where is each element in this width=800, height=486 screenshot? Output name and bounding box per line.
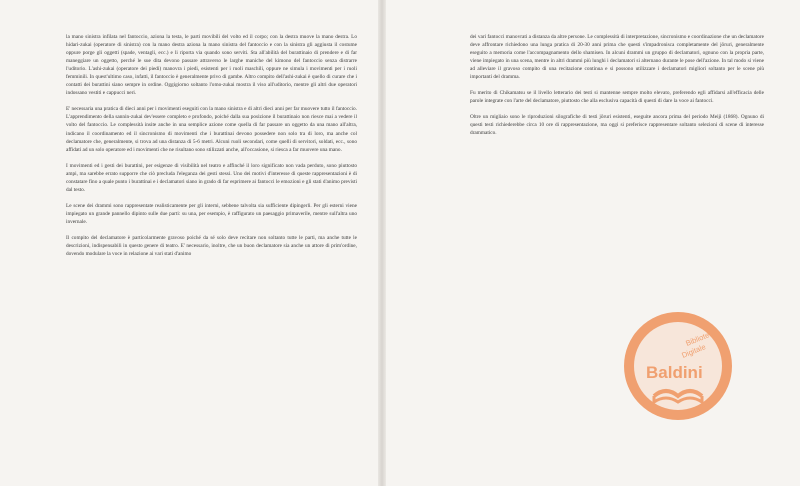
right-paragraph-3: Oltre un migliaio sono le riproduzioni silografiche di testi jôruri esistenti, eseguite ancora prima del periodo Meiji (1868). Ognuno di questi testi richiederebbe circa 10 ore di rappresentazione, ma oggi si preferisce rappresentare soltanto selezioni di scene di interesse drammatico. <box>470 114 764 137</box>
book-gutter <box>378 0 386 486</box>
right-text-column <box>470 33 764 138</box>
left-paragraph-1: la mano sinistra infilata nel fantoccio, aziona la testa, le parti movibili del volto ed il corpo; con la destra muove la mano destra. Lo hidari-zukai (operatore di sinistra) con la mano destra aziona la mano sinistra del fantoccio e con la sinistra gli aggiusta il costume oppure porge gli oggetti (spade, ventagli, ecc.) e li riporta via quando sono serviti. Sta all'abilità del burattinaio di prendere e di far maneggiare un oggetto, perché le sue dita devono passare attraverso le larghe maniche del kimono del fantoccio senza distrarre l'uditorio. L'ashi-zukai (operatore dei piedi) manovra i piedi, esistenti per i ruoli maschili, oppure ne simula i movimenti per i ruoli femminili. In quest'ultimo caso, infatti, il fantoccio è generalmente privo di gambe. Altro compito dell'ashi-zukai è quello di curare che i contatti dei burattini siano sempre in ordine. Oggigiorno soltanto l'omo-zukai mostra il viso all'uditorio, mentre gli altri due operatori indossano vestiti e cappucci neri. <box>66 34 357 97</box>
left-page <box>0 0 378 486</box>
stamp-line1: Biblioteca <box>684 327 718 348</box>
right-paragraph-2: Fu merito di Chikamatsu se il livello letterario dei testi si mantenne sempre molto elevato, preferendo egli affidarsi all'efficacia delle parole integrate con l'arte del declamatore, piuttosto che alla esclusiva capacità di questi di dare la voce ai fantocci. <box>470 90 764 105</box>
library-stamp-logo <box>618 306 738 426</box>
right-paragraph-1: dei vari fantocci manovrati a distanza da altre persone. Le complessità di interpretazione, sincronismo e coordinazione che un declamatore deve affrontare richiedono una lunga pratica di 20-30 anni prima che questi s'impadronisca completamente del jôruri, generalmente eseguito a memoria come l'accompagnamento dello shamisen. In alcuni drammi un gruppo di declamatori, ognuno con la propria parte, viene impiegato in una scena, mentre in altri drammi più lunghi i declamatori si alternano durante le pose dell'azione. In tal modo si viene ad alleviare il gravoso compito di una recitazione continua e si possono utilizzare i declamatori migliori soltanto per le scene più importanti del dramma. <box>470 34 764 81</box>
left-text-column <box>66 33 357 258</box>
stamp-line2: Digitale <box>680 342 707 360</box>
left-paragraph-3: I movimenti ed i gesti dei burattini, per esigenze di visibilità nel teatro e affinché il loro significato non vada perduto, sono piuttosto ampi, ma sarebbe errato supporre che ciò precluda l'eleganza dei gesti stessi. Uno dei motivi d'interesse di queste rappresentazioni è di constatare fino a quale punto i burattinai e i declamatori siano in grado di far esprimere ai fantocci le emozioni e gli stati d'animo previsti dal testo. <box>66 162 357 193</box>
left-paragraph-4: Le scene dei drammi sono rappresentate realisticamente per gli interni, sebbene talvolta sia sufficiente dipingerli. Per gli esterni viene impiegato un grande pannello dipinto sulle due parti: su una, per esempio, è raffigurato un paesaggio primaverile, mentre sull'altra uno invernale. <box>66 202 357 225</box>
left-paragraph-2: E' necessaria una pratica di dieci anni per i movimenti eseguiti con la mano sinistra e di altri dieci anni per far muovere tutto il fantoccio. L'apprendimento della sannin-zukai dev'essere completo e profondo, poiché dalla sua posizione il burattinaio non riesce mai a vedere il volto del fantoccio. Le complessità insite anche in una semplice azione come quella di far passare un oggetto da una mano all'altra, indicano il coordinamento ed il sincronismo di movimenti che i burattinai devono possedere non solo tra di loro, ma anche col declamatore che, generalmente, si trova ad una distanza di 5-6 metri. Alcuni ruoli secondari, come quelli di servitori, soldati, ecc., sono affidati ad un solo operatore ed i movimenti che ne risultano sono stilizzati anche, all'occasione, si riesca a far muovere una mano. <box>66 106 357 153</box>
right-page <box>386 0 800 486</box>
left-paragraph-5: Il compito del declamatore è particolarmente gravoso poiché da sé solo deve recitare non soltanto tutte le parti, ma anche tutte le descrizioni, indispensabili in questo genere di teatro. E' necessario, inoltre, che un buon declamatore sia anche un attore di prim'ordine, dovendo modulare la voce in relazione ai vari stati d'animo <box>66 234 357 258</box>
library-stamp <box>618 306 738 426</box>
stamp-name: Baldini <box>646 363 703 382</box>
